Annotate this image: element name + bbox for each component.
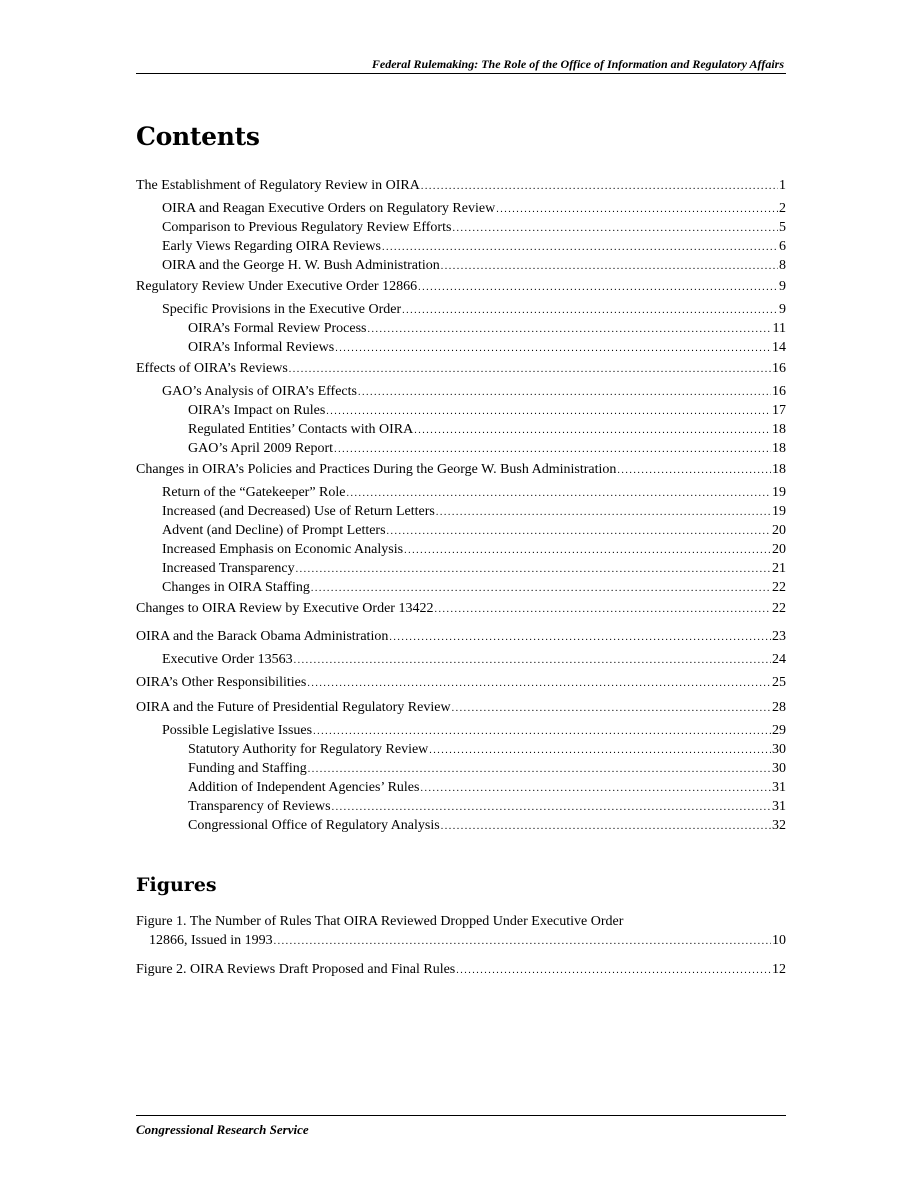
figure-entry[interactable]: Figure 2. OIRA Reviews Draft Proposed and Final Rules . . . 12 — [136, 960, 786, 980]
toc-entry[interactable]: Addition of Independent Agencies’ Rules . . . 31 — [136, 778, 786, 797]
toc-entry[interactable]: Increased Emphasis on Economic Analysis . . . 20 — [136, 540, 786, 559]
toc-entry[interactable]: GAO’s Analysis of OIRA’s Effects . . . 16 — [136, 382, 786, 401]
running-header — [136, 55, 786, 74]
toc-entry[interactable]: Executive Order 13563 . . . 24 — [136, 650, 786, 669]
figures-heading: Figures — [136, 874, 217, 896]
toc-entry[interactable]: OIRA’s Other Responsibilities . . . 25 — [136, 673, 786, 692]
toc-entry[interactable]: OIRA’s Formal Review Process . . . 11 — [136, 319, 786, 338]
toc-entry[interactable]: OIRA’s Impact on Rules . . . 17 — [136, 401, 786, 420]
toc-entry[interactable]: OIRA and the Barack Obama Administration . . . 23 — [136, 627, 786, 646]
contents-heading: Contents — [136, 122, 260, 151]
toc-entry[interactable]: OIRA and the Future of Presidential Regulatory Review . . . 28 — [136, 698, 786, 717]
toc-entry[interactable]: Increased (and Decreased) Use of Return Letters . . . 19 — [136, 502, 786, 521]
toc-entry[interactable]: Changes in OIRA Staffing . . . 22 — [136, 578, 786, 597]
toc-entry[interactable]: Regulatory Review Under Executive Order 12866 . . . 9 — [136, 277, 786, 296]
toc-entry[interactable]: Congressional Office of Regulatory Analysis . . . 32 — [136, 816, 786, 835]
toc-entry[interactable]: Transparency of Reviews . . . 31 — [136, 797, 786, 816]
toc-entry[interactable]: The Establishment of Regulatory Review in OIRA . . . 1 — [136, 176, 786, 195]
toc-entry[interactable]: OIRA’s Informal Reviews . . . 14 — [136, 338, 786, 357]
figure-entry[interactable]: Figure 1. The Number of Rules That OIRA Reviewed Dropped Under Executive Order 12866, Issued in 1993 . . . 10 — [136, 912, 786, 951]
footer-text: Congressional Research Service — [136, 1122, 309, 1137]
toc-entry[interactable]: Effects of OIRA’s Reviews . . . 16 — [136, 359, 786, 378]
toc-entry[interactable]: Early Views Regarding OIRA Reviews . . . 6 — [136, 237, 786, 256]
running-footer — [136, 1115, 786, 1138]
toc-entry[interactable]: Increased Transparency . . . 21 — [136, 559, 786, 578]
toc-entry[interactable]: OIRA and Reagan Executive Orders on Regulatory Review . . . 2 — [136, 199, 786, 218]
toc-entry[interactable]: Regulated Entities’ Contacts with OIRA . . . 18 — [136, 420, 786, 439]
toc-entry[interactable]: Changes to OIRA Review by Executive Order 13422 . . . 22 — [136, 599, 786, 618]
toc-entry[interactable]: Return of the “Gatekeeper” Role . . . 19 — [136, 483, 786, 502]
running-header-title: Federal Rulemaking: The Role of the Office of Information and Regulatory Affairs — [371, 57, 784, 71]
toc-entry[interactable]: Funding and Staffing . . . 30 — [136, 759, 786, 778]
toc-entry[interactable]: Comparison to Previous Regulatory Review Efforts . . . 5 — [136, 218, 786, 237]
toc-entry[interactable]: GAO’s April 2009 Report . . . 18 — [136, 439, 786, 458]
toc-entry[interactable]: Specific Provisions in the Executive Order . . . 9 — [136, 300, 786, 319]
toc-entry[interactable]: Changes in OIRA’s Policies and Practices During the George W. Bush Administration . . . 18 — [136, 460, 786, 479]
toc-entry[interactable]: Possible Legislative Issues . . . 29 — [136, 721, 786, 740]
toc-entry[interactable]: OIRA and the George H. W. Bush Administration . . . 8 — [136, 256, 786, 275]
toc-entry[interactable]: Statutory Authority for Regulatory Review . . . 30 — [136, 740, 786, 759]
toc-entry[interactable]: Advent (and Decline) of Prompt Letters . . . 20 — [136, 521, 786, 540]
